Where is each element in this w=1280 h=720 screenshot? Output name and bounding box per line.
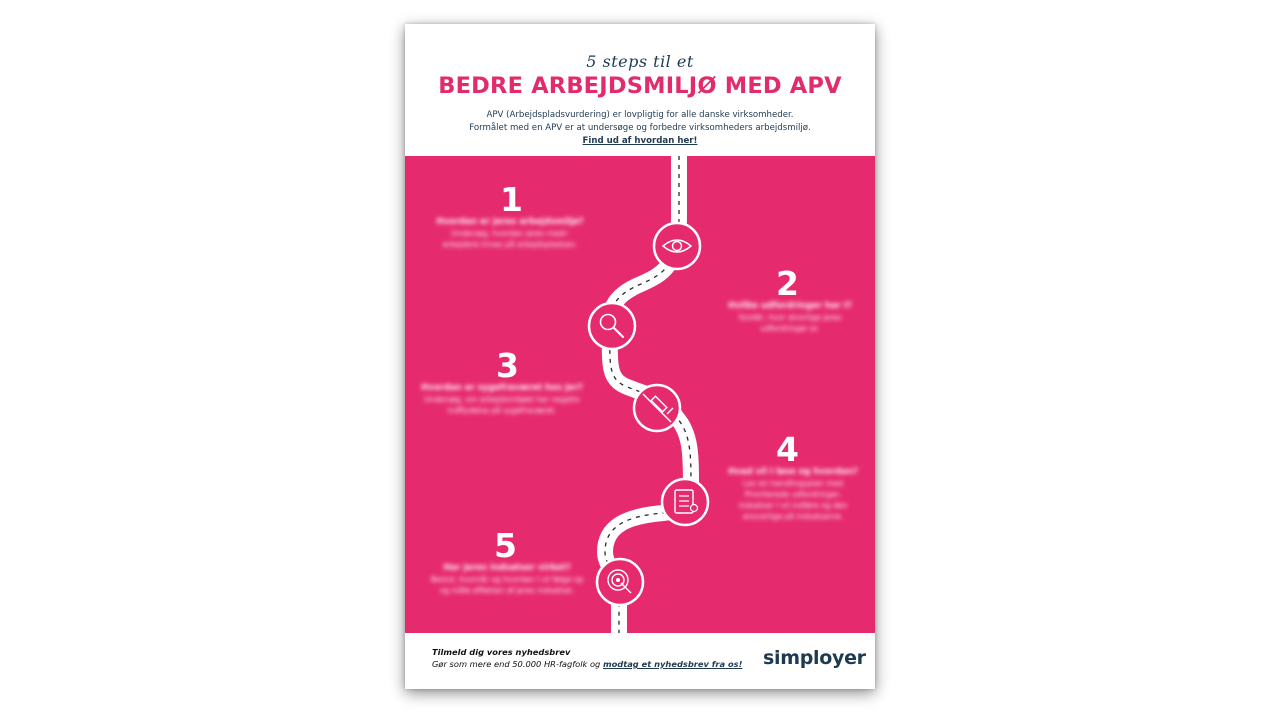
step-1-text bbox=[415, 216, 605, 250]
step-4-description-3: indsatser I vil indføre og den bbox=[738, 501, 848, 510]
newsletter-line bbox=[432, 659, 742, 669]
step-1-description: Undersøg, hvordan jeres medr- bbox=[451, 229, 569, 238]
simployer-logo: simployer bbox=[763, 647, 866, 669]
step-5-text bbox=[409, 562, 605, 596]
intro-link[interactable]: Find ud af hvordan her! bbox=[582, 136, 698, 146]
step-4-question: Hvad vil I løse og hvordan? bbox=[728, 467, 858, 477]
poster-title: BEDRE ARBEJDSMILJØ MED APV bbox=[438, 73, 842, 99]
step-5-question: Har jeres indsatser virket? bbox=[443, 563, 571, 573]
step-1-number: 1 bbox=[500, 180, 523, 219]
step-4-description-2: Prioriterede udfordringer, bbox=[744, 490, 842, 499]
syringe-icon bbox=[634, 385, 680, 431]
step-3-question: Hvordan er sygefraværet hos jer? bbox=[421, 383, 583, 393]
step-2-description-2: udfordringer er. bbox=[760, 324, 820, 333]
step-5-description-2: og måle effekten af jeres indsatser. bbox=[439, 586, 575, 595]
poster-header bbox=[405, 24, 875, 156]
step-2-text bbox=[705, 300, 875, 334]
checklist-icon bbox=[662, 479, 708, 525]
step-3-number: 3 bbox=[496, 346, 519, 385]
newsletter-text: Gør som mere end 50.000 HR-fagfolk og bbox=[432, 659, 601, 669]
step-3-description: Undersøg, om arbejdsmiljøet har negativ bbox=[424, 395, 580, 404]
newsletter-title: Tilmeld dig vores nyhedsbrev bbox=[432, 647, 571, 657]
step-3-text bbox=[407, 382, 597, 416]
step-1-description-2: arbejdere trives på arbejdspladsen. bbox=[442, 240, 578, 249]
step-4-description: Lav en handlingsplan med bbox=[742, 479, 844, 488]
step-4-text bbox=[711, 466, 875, 522]
step-2-question: Hvilke udfordringer har I? bbox=[728, 301, 852, 311]
step-5-description: Beslut, hvornår og hvordan I vil følge op bbox=[430, 575, 584, 584]
steps-panel bbox=[405, 156, 875, 633]
apv-poster bbox=[405, 24, 875, 689]
step-3-description-2: indflydelse på sygefraværet. bbox=[447, 406, 557, 415]
intro-line-1: APV (Arbejdspladsvurdering) er lovpligtig for alle danske virksomheder. bbox=[486, 110, 794, 120]
step-5-number: 5 bbox=[494, 526, 517, 565]
step-2-description: Vurdér, hvor alvorlige jeres bbox=[738, 313, 842, 322]
script-subtitle: 5 steps til et bbox=[586, 52, 694, 71]
step-4-number: 4 bbox=[776, 430, 799, 469]
intro-line-2: Formålet med en APV er at undersøge og forbedre virksomheders arbejdsmiljø. bbox=[469, 123, 811, 133]
intro-text bbox=[420, 109, 860, 148]
newsletter-link[interactable]: modtag et nyhedsbrev fra os! bbox=[602, 659, 743, 669]
step-2-number: 2 bbox=[776, 264, 799, 303]
poster-footer bbox=[405, 633, 875, 689]
step-1-question: Hvordan er jeres arbejdsmiljø? bbox=[436, 217, 584, 227]
eye-icon bbox=[654, 223, 700, 269]
magnifier-icon bbox=[589, 303, 635, 349]
step-4-description-4: ansvarlige på indsatserne. bbox=[742, 512, 844, 521]
